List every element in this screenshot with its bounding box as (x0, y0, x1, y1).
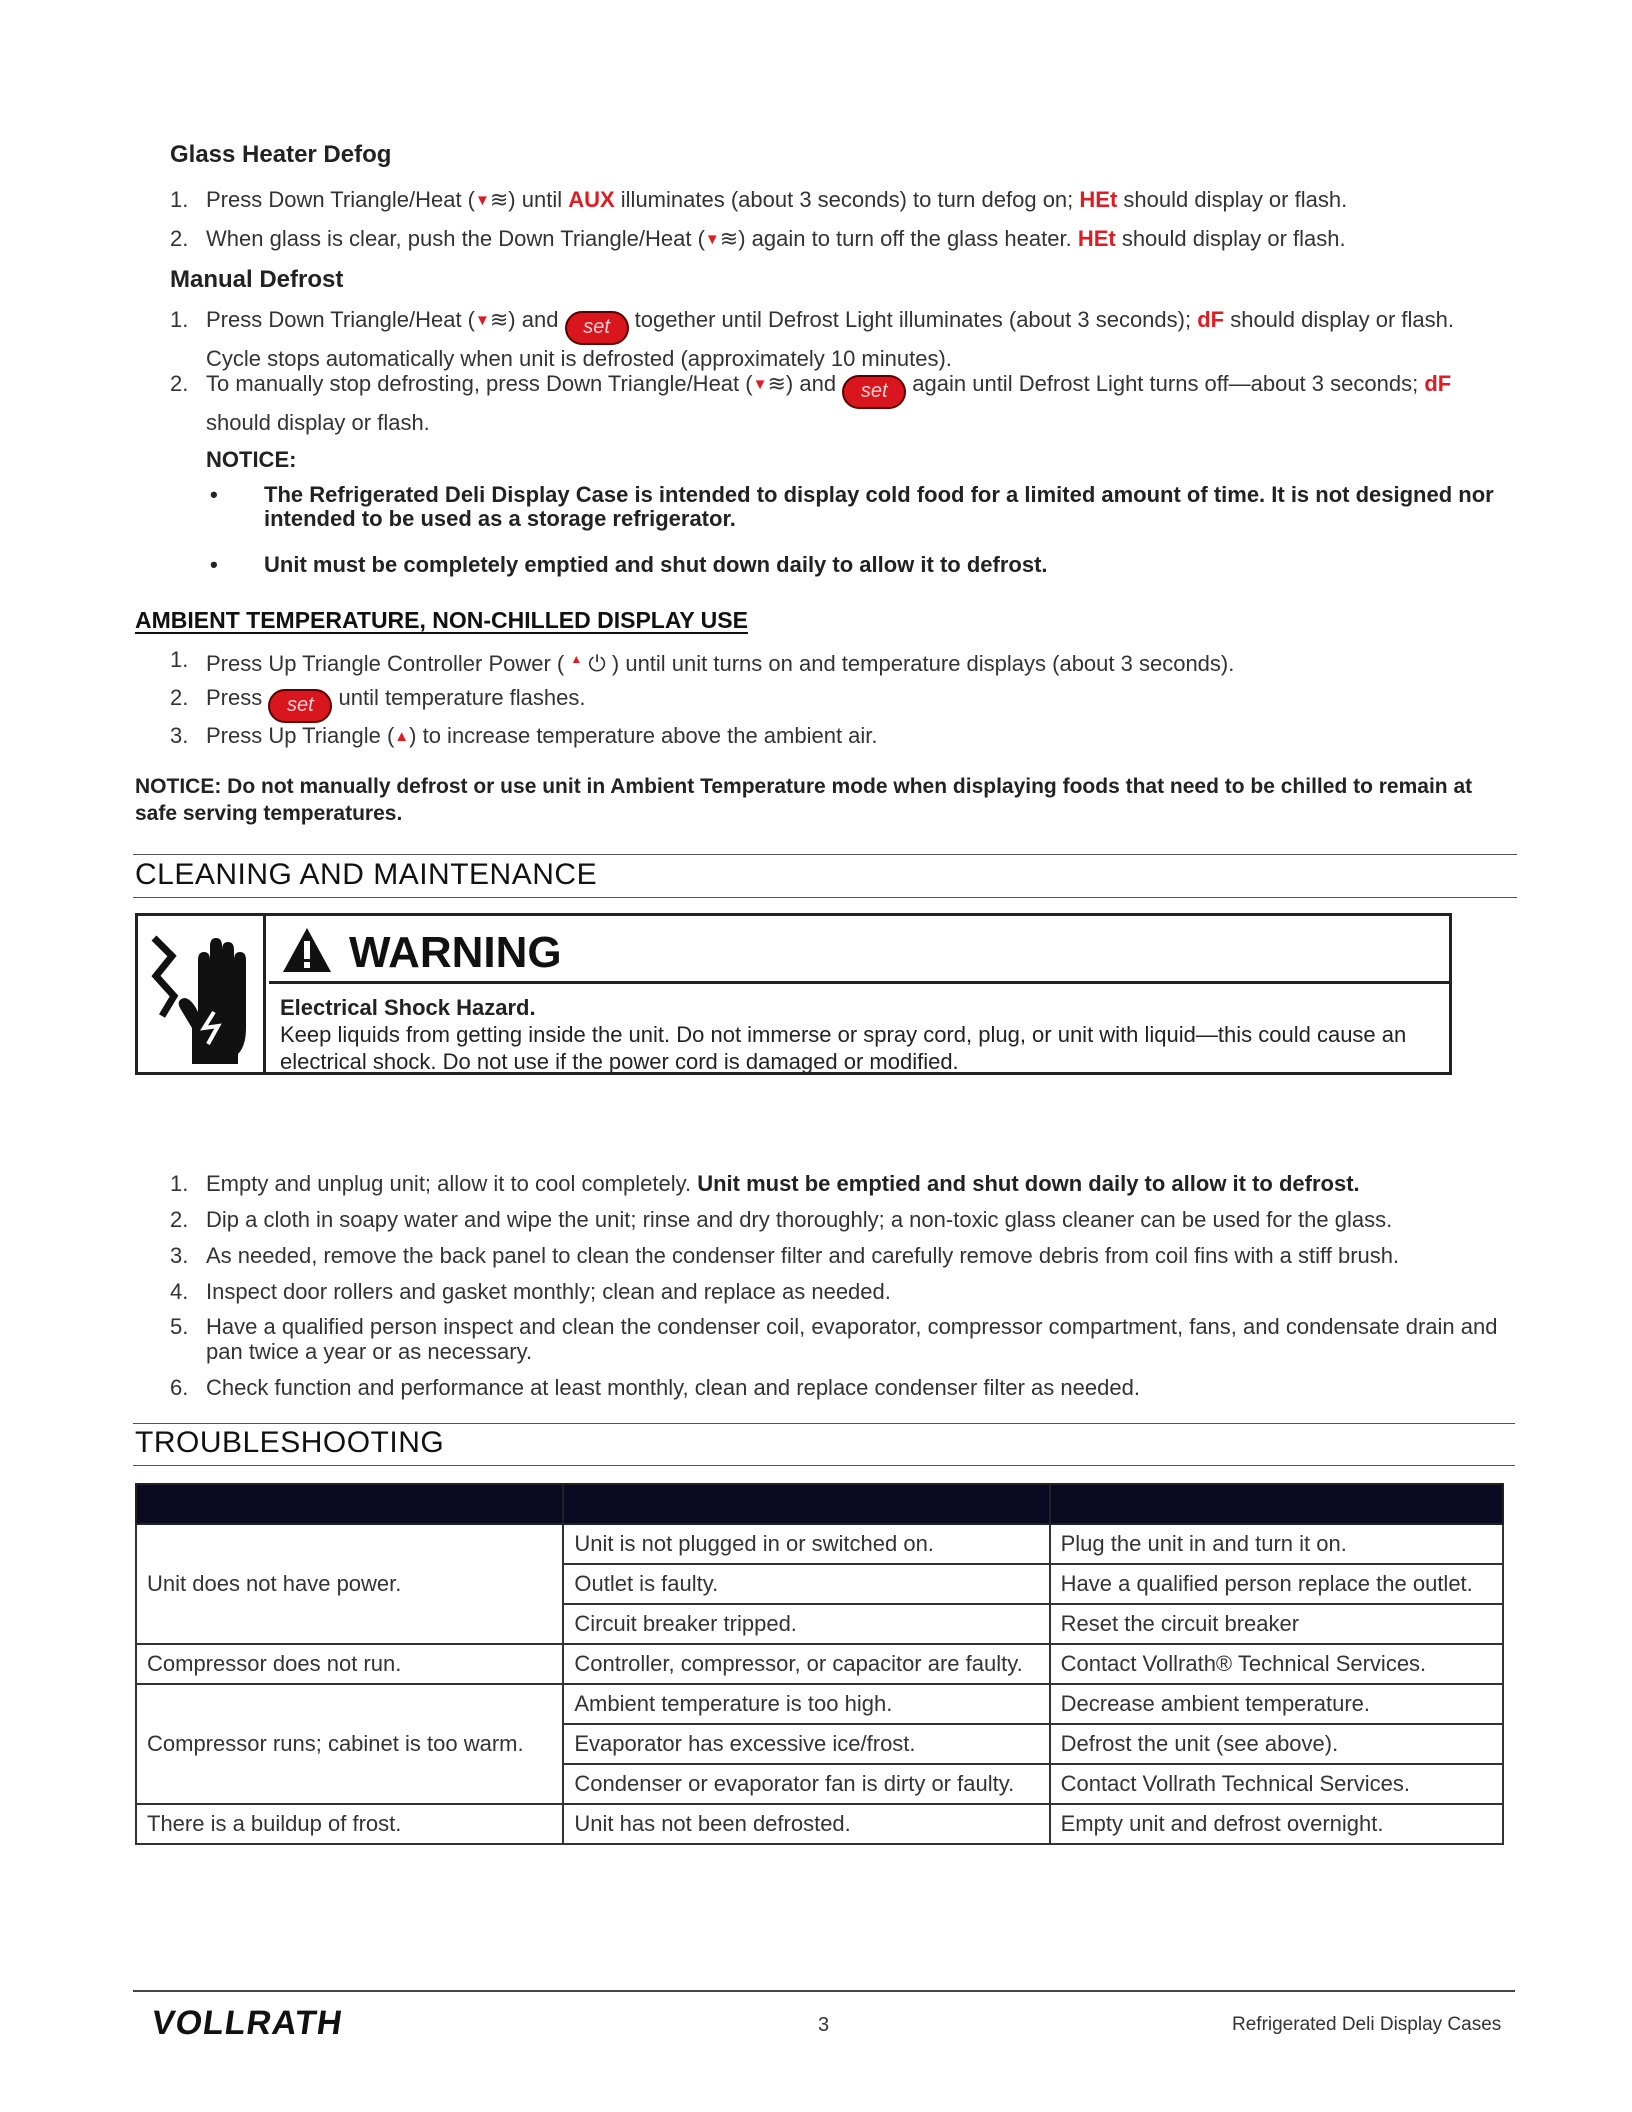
cause-cell: Outlet is faulty. (563, 1564, 1049, 1604)
set-button-icon: set (565, 311, 629, 345)
manual-step-1: 1. Press Down Triangle/Heat (▼≋) and set together until Defrost Light illuminates (about 3 seconds); dF should display or flash. Cycle stops automatically when unit is defrosted (approximately 10 minutes). (170, 307, 1454, 371)
cleaning-step-5: 5. Have a qualified person inspect and clean the condenser coil, evaporator, compressor compartment, fans, and condensate drain and pan twice a year or as necessary. (170, 1314, 1498, 1364)
warning-body (280, 994, 1409, 1075)
solution-cell: Contact Vollrath® Technical Services. (1050, 1644, 1503, 1684)
heat-wave-icon: ≋ (719, 226, 739, 251)
cleaning-step-6: 6. Check function and performance at least monthly, clean and replace condenser filter as needed. (170, 1375, 1140, 1400)
warning-subtitle: Electrical Shock Hazard. (280, 995, 536, 1020)
manual-defrost-heading: Manual Defrost (170, 266, 344, 293)
electrical-shock-hand-icon (138, 916, 266, 1072)
ambient-heading: AMBIENT TEMPERATURE, NON-CHILLED DISPLAY USE (135, 607, 748, 633)
notice-bullet: • The Refrigerated Deli Display Case is intended to display cold food for a limited amount of time. It is not designed nor intended to be used as a storage refrigerator. (210, 482, 1494, 531)
glass-step-2: 2. When glass is clear, push the Down Triangle/Heat (▼≋) again to turn off the glass heater. HEt should display or flash. (170, 226, 1346, 251)
df-display: dF (1424, 371, 1452, 396)
shock-hazard-icon-cell (138, 916, 266, 1072)
notice-label: NOTICE: (206, 447, 297, 472)
solution-cell: Reset the circuit breaker (1050, 1604, 1503, 1644)
down-triangle-icon: ▼ (704, 231, 720, 248)
table-header-row (136, 1484, 1503, 1524)
troubleshooting-table (135, 1483, 1504, 1845)
ambient-step-3: 3. Press Up Triangle (▲) to increase temperature above the ambient air. (170, 723, 878, 748)
manual-step-2: 2. To manually stop defrosting, press Down Triangle/Heat (▼≋) and set again until Defrost Light turns off—about 3 seconds; dF should display or flash. (170, 371, 1452, 435)
notice-bullet: • Unit must be completely emptied and shut down daily to allow it to defrost. (210, 552, 1048, 577)
het-display: HEt (1077, 226, 1116, 251)
warning-box (135, 913, 1452, 1075)
solution-cell: Contact Vollrath Technical Services. (1050, 1764, 1503, 1804)
cleaning-step-3: 3. As needed, remove the back panel to clean the condenser filter and carefully remove debris from coil fins with a stiff brush. (170, 1243, 1400, 1268)
problem-cell: There is a buildup of frost. (136, 1804, 563, 1844)
table-row (136, 1644, 1503, 1684)
warning-header (269, 916, 1449, 984)
het-display: HEt (1079, 187, 1118, 212)
cleaning-step-2: 2. Dip a cloth in soapy water and wipe the unit; rinse and dry thoroughly; a non-toxic glass cleaner can be used for the glass. (170, 1207, 1393, 1232)
down-triangle-icon: ▼ (752, 376, 768, 393)
section-rule (133, 1423, 1515, 1424)
cause-cell: Condenser or evaporator fan is dirty or faulty. (563, 1764, 1049, 1804)
section-rule (133, 854, 1517, 855)
problem-cell: Unit does not have power. (136, 1524, 563, 1644)
section-rule (133, 897, 1517, 898)
ambient-step-2: 2. Press set until temperature flashes. (170, 684, 1520, 723)
cause-cell: Unit is not plugged in or switched on. (563, 1524, 1049, 1564)
df-display: dF (1197, 307, 1225, 332)
cause-cell: Controller, compressor, or capacitor are faulty. (563, 1644, 1049, 1684)
glass-step-1: 1. Press Down Triangle/Heat (▼≋) until AUX illuminates (about 3 seconds) to turn defog on; HEt should display or flash. (170, 187, 1348, 212)
problem-cell: Compressor does not run. (136, 1644, 563, 1684)
cause-cell: Evaporator has excessive ice/frost. (563, 1724, 1049, 1764)
solution-cell: Empty unit and defrost overnight. (1050, 1804, 1503, 1844)
solution-cell: Have a qualified person replace the outlet. (1050, 1564, 1503, 1604)
troubleshooting-title: TROUBLESHOOTING (135, 1426, 445, 1459)
table-row (136, 1524, 1503, 1564)
power-icon: ⏻ (588, 651, 606, 676)
cleaning-step-4: 4. Inspect door rollers and gasket monthly; clean and replace as needed. (170, 1279, 891, 1304)
solution-cell: Plug the unit in and turn it on. (1050, 1524, 1503, 1564)
cause-cell: Circuit breaker tripped. (563, 1604, 1049, 1644)
glass-heater-defog-heading: Glass Heater Defog (170, 141, 392, 168)
problem-cell: Compressor runs; cabinet is too warm. (136, 1684, 563, 1804)
vollrath-logo: VOLLRATH (149, 2004, 346, 2042)
cleaning-title: CLEANING AND MAINTENANCE (135, 858, 598, 891)
set-button-icon: set (842, 375, 906, 409)
down-triangle-icon: ▼ (475, 192, 490, 209)
set-button-icon: set (268, 689, 332, 723)
aux-indicator: AUX (568, 187, 615, 212)
up-triangle-icon: ▲ (394, 728, 410, 745)
warning-text: Keep liquids from getting inside the unit. Do not immerse or spray cord, plug, or unit with liquid—this could cause an electrical shock. Do not use if the power cord is damaged or modified. (280, 1022, 1407, 1074)
down-triangle-icon: ▼ (475, 312, 490, 329)
ambient-notice: NOTICE: Do not manually defrost or use unit in Ambient Temperature mode when displaying foods that need to be chilled to remain at safe serving temperatures. (135, 775, 1473, 825)
footer-rule (133, 1990, 1515, 1992)
table-row (136, 1804, 1503, 1844)
cause-cell: Ambient temperature is too high. (563, 1684, 1049, 1724)
heat-wave-icon: ≋ (489, 307, 509, 332)
ambient-step-1: 1. Press Up Triangle Controller Power ( ▲ ⏻ ) until unit turns on and temperature displays (about 3 seconds). (170, 647, 1235, 676)
solution-cell: Decrease ambient temperature. (1050, 1684, 1503, 1724)
cause-cell: Unit has not been defrosted. (563, 1804, 1049, 1844)
heat-wave-icon: ≋ (767, 371, 786, 396)
up-triangle-icon: ▲ (570, 652, 583, 666)
table-row (136, 1684, 1503, 1724)
heat-wave-icon: ≋ (489, 187, 509, 212)
solution-cell: Defrost the unit (see above). (1050, 1724, 1503, 1764)
warning-triangle-icon (281, 926, 333, 974)
section-rule (133, 1465, 1515, 1466)
page-number: 3 (818, 2014, 830, 2036)
cleaning-step-1: 1. Empty and unplug unit; allow it to cool completely. Unit must be emptied and shut down daily to allow it to defrost. (170, 1171, 1360, 1196)
document-title: Refrigerated Deli Display Cases (1232, 2014, 1502, 2035)
warning-title: WARNING (349, 928, 562, 977)
